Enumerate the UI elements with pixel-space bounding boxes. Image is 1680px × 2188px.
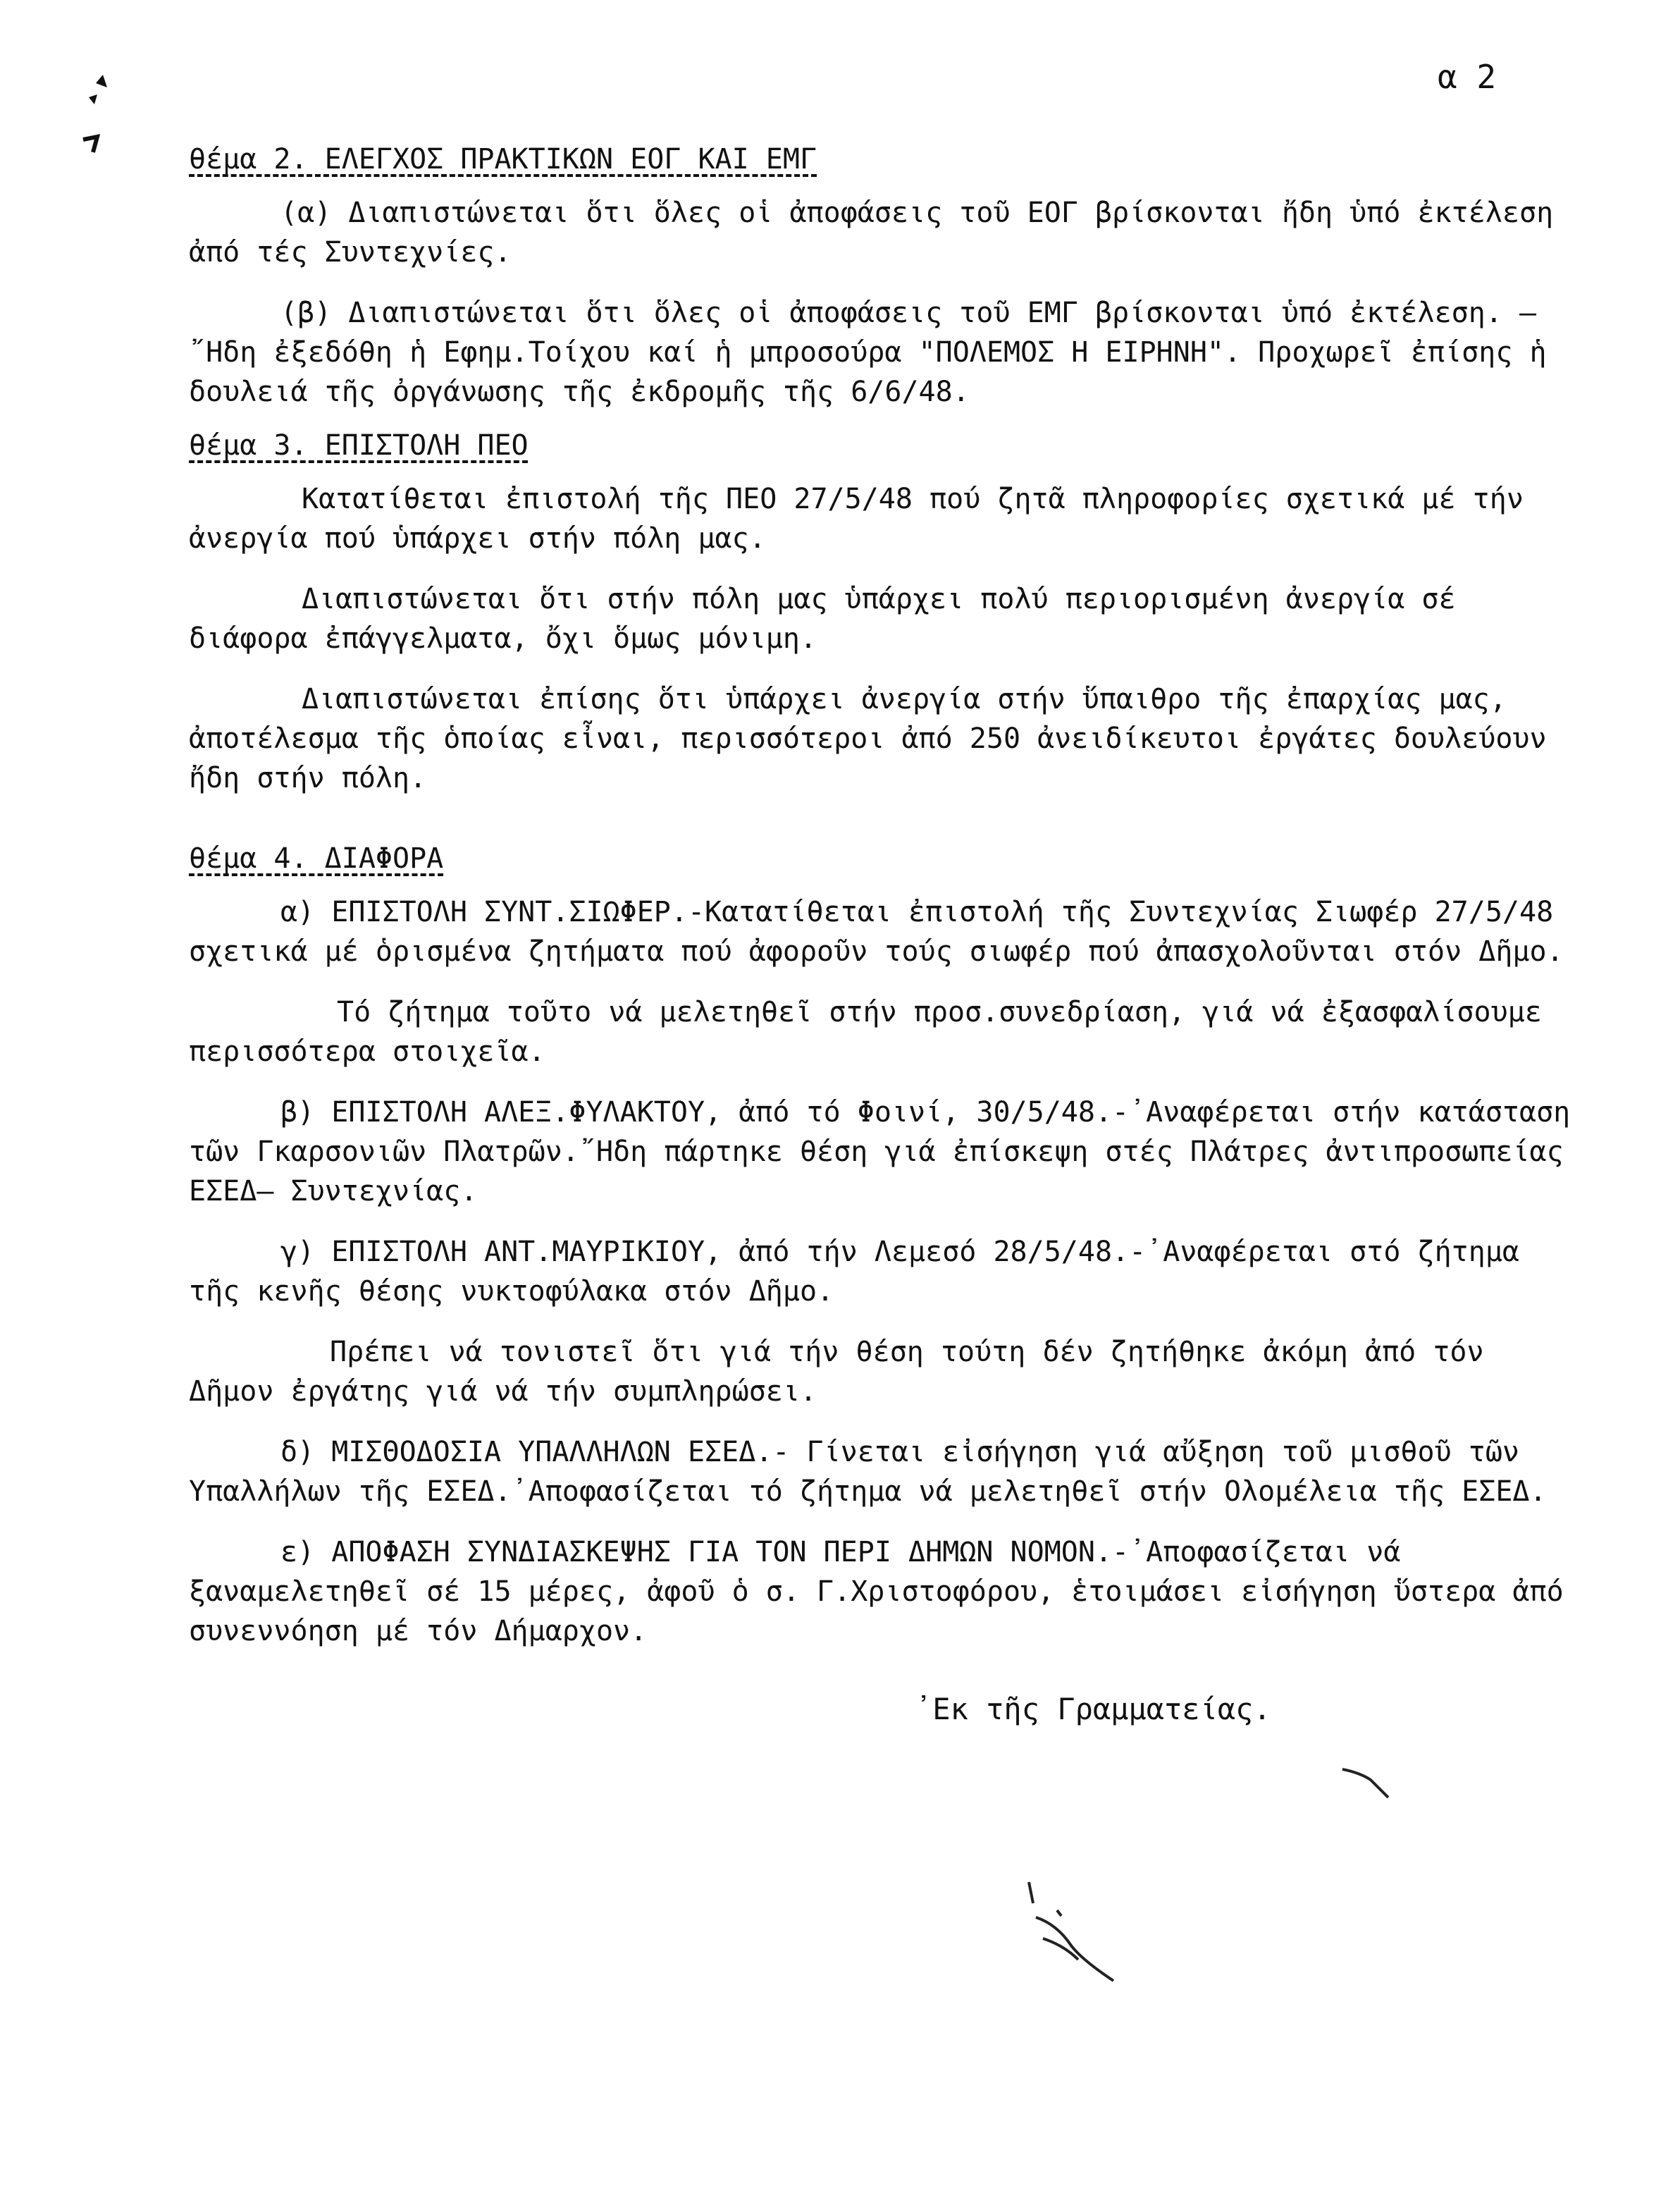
pen-scribble — [1339, 1762, 1402, 1805]
paragraph: α) ΕΠΙΣΤΟΛΗ ΣΥΝΤ.ΣΙΩΦΕΡ.-Κατατίθεται ἐπιστολή τῆς Συντεχνίας Σιωφέρ 27/5/48 σχετικά μέ ὁρισμένα ζητήματα πού ἀφοροῦν τούς σιωφέρ πού ἀπασχολοῦνται στόν Δῆμο. — [189, 896, 1571, 968]
signature-line: ᾽Εκ τῆς Γραμματείας. — [915, 1692, 1271, 1726]
paragraph: Πρέπει νά τονιστεῖ ὅτι γιά τήν θέση τούτη δέν ζητήθηκε ἀκόμη ἀπό τόν Δῆμον ἐργάτης γιά νά τήν συμπληρώσει. — [189, 1336, 1501, 1408]
page-number: α 2 — [1438, 58, 1497, 96]
paragraph: (α) Διαπιστώνεται ὅτι ὅλες οἱ ἀποφάσεις τοῦ ΕΟΓ βρίσκονται ἤδη ὑπό ἐκτέλεση ἀπό τές Συντεχνίες. — [189, 197, 1571, 269]
document-body — [189, 138, 1588, 1651]
section-heading: θέμα 3. ΕΠΙΣΤΟΛΗ ΠΕΟ — [189, 429, 529, 462]
paragraph: γ) ΕΠΙΣΤΟΛΗ ΑΝΤ.ΜΑΥΡΙΚΙΟΥ, ἀπό τήν Λεμεσό 28/5/48.-᾽Αναφέρεται στό ζήτημα τῆς κενῆς θέσης νυκτοφύλακα στόν Δῆμο. — [189, 1236, 1537, 1308]
paragraph: Κατατίθεται ἐπιστολή τῆς ΠΕΟ 27/5/48 πού ζητᾶ πληροφορίες σχετικά μέ τήν ἀνεργία πού ὑπάρχει στήν πόλη μας. — [189, 483, 1540, 555]
paragraph: Τό ζήτημα τοῦτο νά μελετηθεῖ στήν προσ.συνεδρίαση, γιά νά ἐξασφαλίσουμε περισσότερα στοιχεῖα. — [189, 996, 1559, 1068]
margin-mark — [76, 62, 118, 154]
paragraph: (β) Διαπιστώνεται ὅτι ὅλες οἱ ἀποφάσεις τοῦ ΕΜΓ βρίσκονται ὑπό ἐκτέλεση. —῎Ηδη ἐξεδόθη ἡ Εφημ.Τοίχου καί ἡ μπροσούρα "ΠΟΛΕΜΟΣ Η ΕΙΡΗΝΗ". Προχωρεῖ ἐπίσης ἡ δουλειά τῆς ὀργάνωσης τῆς ἐκδρομῆς τῆς 6/6/48. — [189, 297, 1564, 408]
paragraph: Διαπιστώνεται ὅτι στήν πόλη μας ὑπάρχει πολύ περιορισμένη ἀνεργία σέ διάφορα ἐπάγγελματα, ὄχι ὅμως μόνιμη. — [189, 583, 1473, 655]
section-heading: θέμα 2. ΕΛΕΓΧΟΣ ΠΡΑΚΤΙΚΩΝ ΕΟΓ ΚΑΙ ΕΜΓ — [189, 143, 817, 176]
paragraph: δ) ΜΙΣΘΟΔΟΣΙΑ ΥΠΑΛΛΗΛΩΝ ΕΣΕΔ.- Γίνεται εἰσήγηση γιά αὔξηση τοῦ μισθοῦ τῶν Υπαλλήλων τῆς ΕΣΕΔ.᾽Αποφασίζεται τό ζήτημα νά μελετηθεῖ στήν Ολομέλεια τῆς ΕΣΕΔ. — [189, 1436, 1547, 1508]
paragraph: Διαπιστώνεται ἐπίσης ὅτι ὑπάρχει ἀνεργία στήν ὕπαιθρο τῆς ἐπαρχίας μας, ἀποτέλεσμα τῆς ὁποίας εἶναι, περισσότεροι ἀπό 250 ἀνειδίκευτοι ἐργάτες δουλεύουν ἤδη στήν πόλη. — [189, 683, 1564, 794]
section-heading: θέμα 4. ΔΙΑΦΟΡΑ — [189, 842, 444, 875]
paragraph: ε) ΑΠΟΦΑΣΗ ΣΥΝΔΙΑΣΚΕΨΗΣ ΓΙΑ ΤΟΝ ΠΕΡΙ ΔΗΜΩΝ ΝΟΜΟΝ.-᾽Αποφασίζεται νά ξαναμελετηθεῖ σέ 15 μέρες, ἀφοῦ ὁ σ. Γ.Χριστοφόρου, ἑτοιμάσει εἰσήγηση ὕστερα ἀπό συνεννόηση μέ τόν Δήμαρχον. — [189, 1536, 1581, 1647]
handwritten-signature — [1015, 1875, 1156, 2002]
paragraph: β) ΕΠΙΣΤΟΛΗ ΑΛΕΞ.ΦΥΛΑΚΤΟΥ, ἀπό τό Φοινί, 30/5/48.-᾽Αναφέρεται στήν κατάσταση τῶν Γκαρσονιῶν Πλατρῶν.῎Ηδη πάρτηκε θέση γιά ἐπίσκεψη στές Πλάτρες ἀντιπροσωπείας ΕΣΕΔ— Συντεχνίας. — [189, 1096, 1588, 1207]
